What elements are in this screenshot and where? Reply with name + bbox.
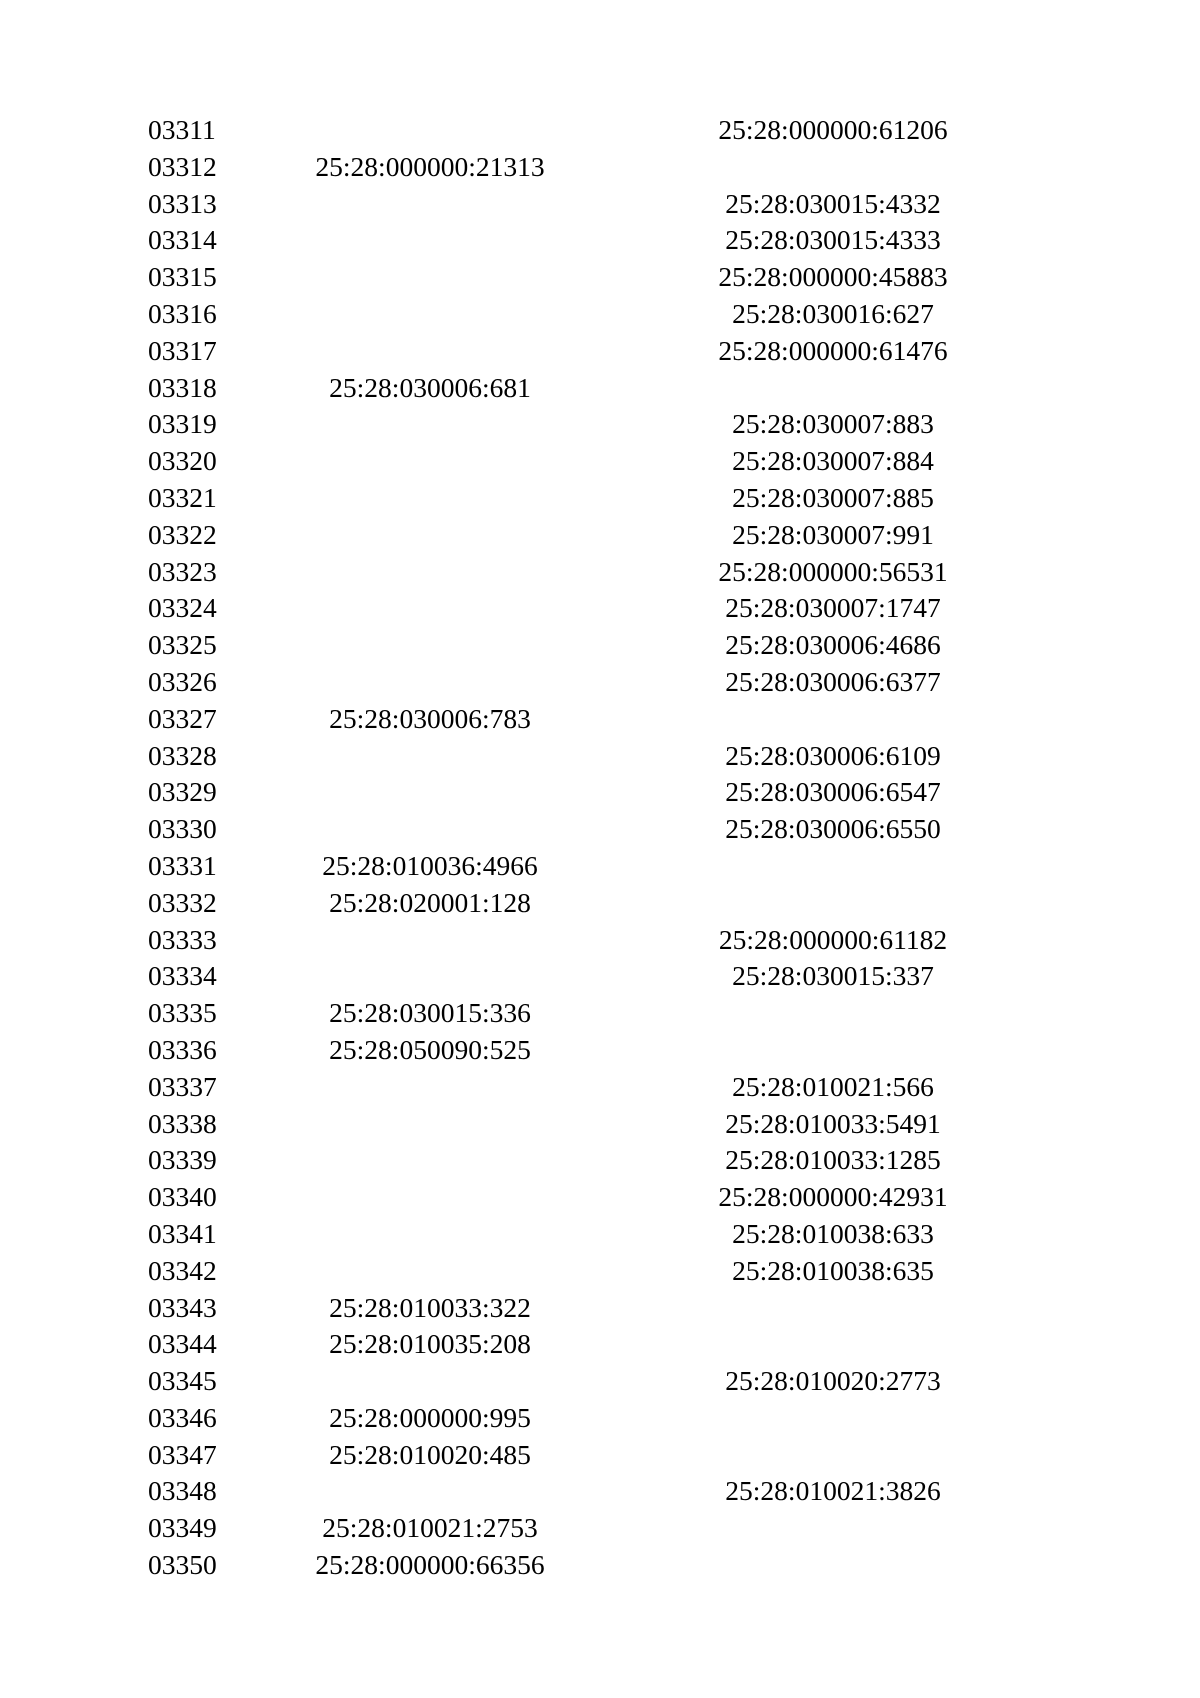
cadastral-number-right: 25:28:000000:45883 <box>718 261 948 293</box>
table-row <box>0 848 1200 885</box>
row-number: 03321 <box>148 481 217 513</box>
table-row <box>0 995 1200 1032</box>
row-number: 03316 <box>148 297 217 329</box>
row-number: 03348 <box>148 1475 217 1507</box>
row-number: 03344 <box>148 1328 217 1360</box>
cadastral-number-left: 25:28:010036:4966 <box>322 849 538 881</box>
cadastral-number-left: 25:28:010020:485 <box>329 1438 531 1470</box>
row-number: 03343 <box>148 1291 217 1323</box>
cadastral-number-right: 25:28:000000:61476 <box>718 334 948 366</box>
table-row <box>0 1179 1200 1216</box>
table-row <box>0 1473 1200 1510</box>
table-row <box>0 1437 1200 1474</box>
table-row <box>0 406 1200 443</box>
table-row <box>0 701 1200 738</box>
cadastral-number-right: 25:28:010020:2773 <box>725 1365 941 1397</box>
row-number: 03325 <box>148 629 217 661</box>
row-number: 03311 <box>148 114 216 145</box>
table-row <box>0 480 1200 517</box>
row-number: 03327 <box>148 702 217 734</box>
table-row <box>0 1326 1200 1363</box>
cadastral-number-left: 25:28:030006:783 <box>329 702 531 734</box>
row-number: 03318 <box>148 371 217 403</box>
table-row <box>0 296 1200 333</box>
row-number: 03319 <box>148 408 217 440</box>
table-row <box>0 1400 1200 1437</box>
row-number: 03328 <box>148 739 217 771</box>
row-number: 03314 <box>148 224 217 256</box>
cadastral-number-left: 25:28:050090:525 <box>329 1033 531 1065</box>
row-number: 03341 <box>148 1217 217 1249</box>
cadastral-number-right: 25:28:030007:883 <box>732 408 934 440</box>
cadastral-number-right: 25:28:000000:42931 <box>718 1181 948 1213</box>
cadastral-number-left: 25:28:030015:336 <box>329 997 531 1029</box>
cadastral-number-left: 25:28:000000:66356 <box>315 1549 545 1581</box>
table-row <box>0 958 1200 995</box>
row-number: 03331 <box>148 849 217 881</box>
table-row <box>0 1069 1200 1106</box>
table-row <box>0 664 1200 701</box>
row-number: 03337 <box>148 1070 217 1102</box>
table-row <box>0 1290 1200 1327</box>
row-number: 03349 <box>148 1512 217 1544</box>
table-row <box>0 186 1200 223</box>
table-row <box>0 1032 1200 1069</box>
row-number: 03333 <box>148 923 217 955</box>
table-row <box>0 112 1200 149</box>
row-number: 03329 <box>148 776 217 808</box>
cadastral-number-right: 25:28:010021:3826 <box>725 1475 941 1507</box>
row-number: 03330 <box>148 813 217 845</box>
cadastral-number-right: 25:28:010021:566 <box>732 1070 934 1102</box>
table-row <box>0 590 1200 627</box>
row-number: 03335 <box>148 997 217 1029</box>
table-row <box>0 333 1200 370</box>
cadastral-number-right: 25:28:010038:633 <box>732 1217 934 1249</box>
cadastral-number-right: 25:28:010033:1285 <box>725 1144 941 1176</box>
table-row <box>0 1363 1200 1400</box>
table-row <box>0 259 1200 296</box>
table-row <box>0 370 1200 407</box>
cadastral-number-right: 25:28:030006:6109 <box>725 739 941 771</box>
row-number: 03350 <box>148 1549 217 1581</box>
cadastral-number-right: 25:28:010038:635 <box>732 1254 934 1286</box>
cadastral-number-right: 25:28:000000:61206 <box>718 114 948 145</box>
table-row <box>0 517 1200 554</box>
table-row <box>0 554 1200 591</box>
row-number: 03313 <box>148 187 217 219</box>
cadastral-number-right: 25:28:030006:6377 <box>725 665 941 697</box>
table-row <box>0 149 1200 186</box>
cadastral-number-right: 25:28:030007:991 <box>732 518 934 550</box>
row-number: 03347 <box>148 1438 217 1470</box>
cadastral-number-right: 25:28:030007:885 <box>732 481 934 513</box>
cadastral-number-left: 25:28:010033:322 <box>329 1291 531 1323</box>
cadastral-number-left: 25:28:010021:2753 <box>322 1512 538 1544</box>
row-number: 03315 <box>148 261 217 293</box>
cadastral-number-right: 25:28:010033:5491 <box>725 1107 941 1139</box>
row-number: 03317 <box>148 334 217 366</box>
row-number: 03322 <box>148 518 217 550</box>
cadastral-number-left: 25:28:000000:21313 <box>315 150 545 182</box>
cadastral-number-right: 25:28:030007:884 <box>732 445 934 477</box>
cadastral-number-right: 25:28:000000:61182 <box>718 923 948 955</box>
table-row <box>0 922 1200 959</box>
table-row <box>0 774 1200 811</box>
table-row <box>0 885 1200 922</box>
row-number: 03334 <box>148 960 217 992</box>
row-number: 03340 <box>148 1181 217 1213</box>
row-number: 03332 <box>148 886 217 918</box>
cadastral-number-right: 25:28:030006:6547 <box>725 776 941 808</box>
table-row <box>0 222 1200 259</box>
table-row <box>0 443 1200 480</box>
row-number: 03324 <box>148 592 217 624</box>
row-number: 03342 <box>148 1254 217 1286</box>
cadastral-number-right: 25:28:030006:4686 <box>725 629 941 661</box>
cadastral-number-left: 25:28:000000:995 <box>329 1401 531 1433</box>
row-number: 03320 <box>148 445 217 477</box>
table-row <box>0 1216 1200 1253</box>
cadastral-number-left: 25:28:010035:208 <box>329 1328 531 1360</box>
row-number: 03339 <box>148 1144 217 1176</box>
cadastral-number-right: 25:28:030015:4333 <box>725 224 941 256</box>
cadastral-number-right: 25:28:030006:6550 <box>725 813 941 845</box>
row-number: 03345 <box>148 1365 217 1397</box>
row-number: 03312 <box>148 150 217 182</box>
row-number: 03336 <box>148 1033 217 1065</box>
row-number: 03323 <box>148 555 217 587</box>
table-row <box>0 1253 1200 1290</box>
table-row <box>0 1106 1200 1143</box>
cadastral-number-left: 25:28:020001:128 <box>329 886 531 918</box>
cadastral-number-right: 25:28:030016:627 <box>732 297 934 329</box>
row-number: 03326 <box>148 665 217 697</box>
row-number: 03338 <box>148 1107 217 1139</box>
record-table <box>0 112 1200 1584</box>
cadastral-number-right: 25:28:030015:4332 <box>725 187 941 219</box>
table-row <box>0 1510 1200 1547</box>
table-row <box>0 811 1200 848</box>
cadastral-number-right: 25:28:030007:1747 <box>725 592 941 624</box>
table-row <box>0 1142 1200 1179</box>
row-number: 03346 <box>148 1401 217 1433</box>
table-row <box>0 1547 1200 1584</box>
cadastral-number-right: 25:28:000000:56531 <box>718 555 948 587</box>
cadastral-number-left: 25:28:030006:681 <box>329 371 531 403</box>
table-row <box>0 627 1200 664</box>
table-row <box>0 738 1200 775</box>
cadastral-number-right: 25:28:030015:337 <box>732 960 934 992</box>
